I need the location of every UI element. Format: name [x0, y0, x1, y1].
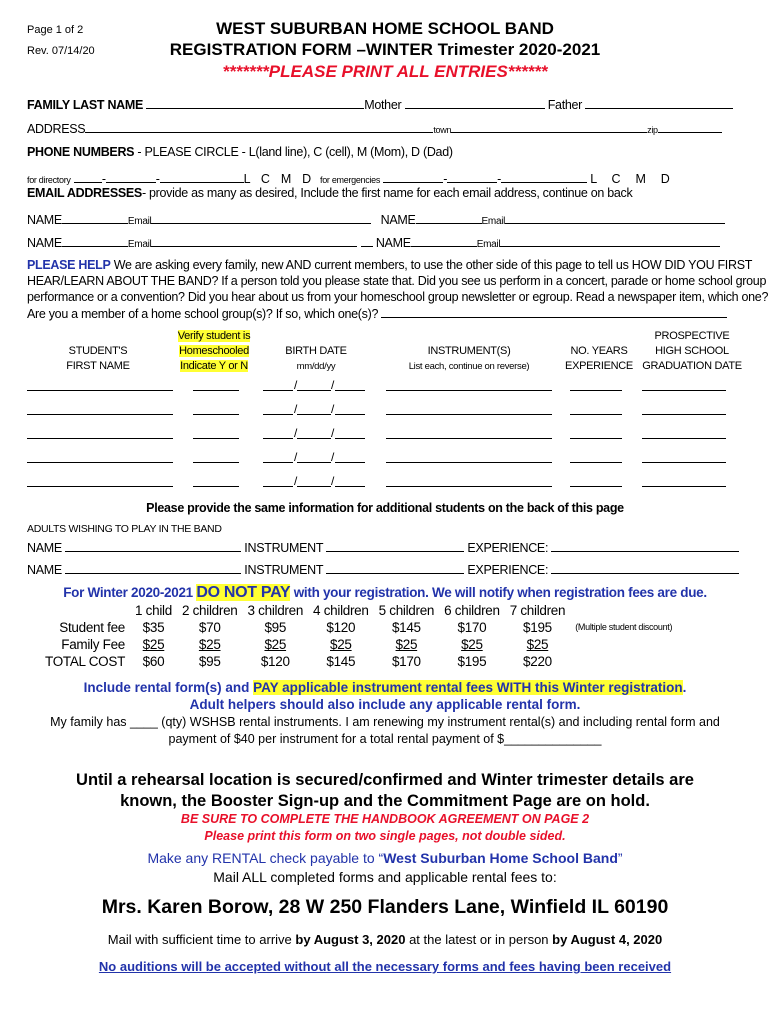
instrument-field[interactable] [386, 486, 552, 487]
homeschool-verify-header: Verify student is Homeschooled Indicate Y or N [177, 330, 251, 372]
email-separator-field[interactable] [361, 234, 373, 247]
mother-label: Mother [364, 98, 402, 112]
graduation-date-field[interactable] [642, 414, 726, 415]
zip-label: zip [647, 125, 658, 135]
birth-day-field[interactable] [297, 414, 331, 415]
emergency-number-field[interactable] [501, 170, 587, 183]
children-count-header: 1 child [135, 603, 172, 618]
birth-date-separator: / [331, 426, 335, 440]
children-count-header: 3 children [247, 603, 304, 618]
total-cost-value: $120 [260, 654, 290, 669]
birth-year-field[interactable] [335, 438, 365, 439]
please-help-line-2: HEAR/LEARN ABOUT THE BAND? If a person told you please state that. Did you see us perform in a concert, parade or home school group [27, 274, 767, 288]
rental-line-3: My family has ____ (qty) WSHSB rental instruments. I am renewing my instrument rental(s) and including rental form and [50, 715, 720, 729]
birth-month-field[interactable] [263, 462, 293, 463]
email-address-label: Email [127, 239, 152, 250]
student-fee-value: $95 [264, 620, 287, 635]
fee-table [40, 602, 677, 670]
years-experience-field[interactable] [570, 414, 622, 415]
rental-payment-line[interactable]: payment of $40 per instrument for a total rental payment of $______________ [168, 732, 602, 746]
family-fee-value: $25 [142, 637, 165, 652]
adult-experience-field[interactable] [551, 539, 739, 552]
email-instructions: - provide as many as desired, Include the first name for each email address, continue on back [141, 186, 633, 200]
please-help-line-4: Are you a member of a home school group(s)? If so, which one(s)? [27, 307, 379, 321]
mother-field[interactable] [405, 96, 545, 109]
directory-type-codes[interactable]: L C M D [243, 172, 311, 186]
instrument-field[interactable] [386, 414, 552, 415]
revision-date: Rev. 07/14/20 [27, 45, 95, 57]
birth-month-field[interactable] [263, 438, 293, 439]
total-cost-value: $220 [523, 654, 552, 669]
instrument-header: INSTRUMENT(S) List each, continue on reverse) [408, 345, 530, 372]
email-name-label: NAME [380, 213, 416, 227]
total-cost-value: $95 [198, 654, 221, 669]
birth-date-separator: / [294, 474, 298, 488]
student-first-name-field[interactable] [27, 438, 173, 439]
town-label: town [433, 125, 452, 135]
family-last-name-label: FAMILY LAST NAME [27, 98, 144, 112]
print-all-entries-note: *******PLEASE PRINT ALL ENTRIES****** [222, 62, 548, 81]
please-help-label: PLEASE HELP [27, 258, 111, 272]
graduation-date-field[interactable] [642, 438, 726, 439]
father-field[interactable] [585, 96, 733, 109]
birth-month-field[interactable] [263, 390, 293, 391]
please-help-line-3: performance or a convention? Did you hear about us from your homeschool group newsletter or egroup. Read a newspaper item, which one? [27, 290, 769, 304]
homeschooled-yn-field[interactable] [193, 486, 239, 487]
adult-experience-label: EXPERIENCE: [467, 541, 549, 555]
student-fee-value: $70 [198, 620, 221, 635]
graduation-date-field[interactable] [642, 390, 726, 391]
adult-row-2 [27, 561, 739, 577]
mail-deadline-line: Mail with sufficient time to arrive by August 3, 2020 at the latest or in person by August 4, 2020 [107, 932, 663, 947]
email-name-label: NAME [27, 213, 62, 227]
family-fee-value: $25 [330, 637, 352, 652]
family-line [27, 96, 733, 112]
check-payable-line: Make any RENTAL check payable to “West Suburban Home School Band” [147, 850, 623, 866]
total-cost-value: $60 [142, 654, 165, 669]
form-title: WEST SUBURBAN HOME SCHOOL BAND [216, 19, 554, 38]
email-address-field[interactable] [505, 211, 725, 224]
years-experience-field[interactable] [570, 390, 622, 391]
rental-line-2: Adult helpers should also include any applicable rental form. [189, 697, 581, 712]
please-help-line-1: We are asking every family, new AND current members, to use the other side of this page to tell us HOW DID YOU FIRST [110, 258, 753, 272]
birth-date-header: BIRTH DATE mm/dd/yy [285, 345, 347, 372]
birth-date-separator: / [331, 450, 335, 464]
total-cost-value: $170 [391, 654, 421, 669]
birth-day-field[interactable] [297, 486, 331, 487]
town-field[interactable] [451, 120, 647, 133]
adult-name-label: NAME [27, 541, 62, 555]
years-experience-field[interactable] [570, 462, 622, 463]
birth-month-field[interactable] [263, 486, 293, 487]
birth-day-field[interactable] [297, 438, 331, 439]
email-address-label: Email [481, 216, 506, 227]
student-first-name-field[interactable] [27, 414, 173, 415]
birth-day-field[interactable] [297, 390, 331, 391]
please-help-paragraph [27, 257, 768, 322]
emergency-prefix-field[interactable] [447, 170, 497, 183]
no-auditions-notice: No auditions will be accepted without all the necessary forms and fees having been received [98, 959, 672, 974]
family-fee-label: Family Fee [61, 637, 126, 652]
homeschooled-yn-field[interactable] [193, 390, 239, 391]
student-fee-value: $120 [326, 620, 356, 635]
phone-numbers-label: PHONE NUMBERS [27, 145, 135, 159]
student-first-name-field[interactable] [27, 390, 173, 391]
family-fee-value: $25 [395, 637, 418, 652]
children-count-header: 6 children [444, 603, 500, 618]
years-experience-header: NO. YEARS EXPERIENCE [565, 345, 633, 372]
adults-title: ADULTS WISHING TO PLAY IN THE BAND [27, 523, 222, 535]
total-cost-label: TOTAL COST [45, 654, 126, 669]
email-name-field[interactable] [62, 234, 128, 247]
adult-name-label: NAME [27, 563, 62, 577]
emergency-area-field[interactable] [383, 170, 443, 183]
adult-experience-label: EXPERIENCE: [467, 563, 549, 577]
email-name-label: NAME [375, 236, 411, 250]
adult-instrument-field[interactable] [326, 561, 464, 574]
student-fee-value: $170 [457, 620, 487, 635]
family-fee-value: $25 [264, 637, 287, 652]
directory-label: for directory [27, 175, 71, 185]
email-address-label: Email [127, 216, 152, 227]
homeschooled-yn-field[interactable] [193, 462, 239, 463]
family-fee-value: $25 [461, 637, 483, 652]
birth-date-separator: / [331, 402, 335, 416]
instrument-field[interactable] [386, 462, 552, 463]
email-row-1 [27, 211, 725, 227]
total-cost-value: $195 [457, 654, 487, 669]
multiple-student-discount-note: (Multiple student discount) [575, 622, 673, 632]
do-not-pay-label: DO NOT PAY [196, 584, 291, 601]
birth-month-field[interactable] [263, 414, 293, 415]
birth-date-separator: / [294, 450, 298, 464]
family-last-name-field[interactable] [146, 96, 364, 109]
phone-line: for directory - - L C M D for emergencies - - L C M D [27, 172, 670, 186]
years-experience-field[interactable] [570, 438, 622, 439]
form-subtitle: REGISTRATION FORM –WINTER Trimester 2020-2021 [169, 40, 601, 59]
email-address-field[interactable] [500, 234, 720, 247]
adult-row-1 [27, 539, 739, 555]
email-heading [27, 186, 632, 200]
email-address-label: Email [476, 239, 501, 250]
total-cost-value: $145 [326, 654, 356, 669]
emergency-type-codes[interactable]: L C M D [590, 172, 670, 186]
rental-line-1: Include rental form(s) and PAY applicable instrument rental fees WITH this Winter registration. [83, 680, 687, 695]
directory-prefix-field[interactable] [106, 170, 156, 183]
email-address-field[interactable] [151, 234, 357, 247]
adult-name-field[interactable] [65, 539, 241, 552]
children-count-header: 4 children [313, 603, 369, 618]
homeschooled-yn-field[interactable] [193, 414, 239, 415]
adult-name-field[interactable] [65, 561, 241, 574]
additional-students-note: Please provide the same information for additional students on the back of this page [146, 501, 624, 515]
email-address-field[interactable] [151, 211, 371, 224]
family-fee-value: $25 [526, 637, 549, 652]
email-name-field[interactable] [411, 234, 477, 247]
phone-numbers-instructions: - PLEASE CIRCLE - L(land line), C (cell), M (Mom), D (Dad) [134, 145, 453, 159]
instrument-field[interactable] [386, 390, 552, 391]
mailing-address: Mrs. Karen Borow, 28 W 250 Flanders Lane, Winfield IL 60190 [101, 896, 669, 918]
email-name-field[interactable] [62, 211, 128, 224]
directory-area-field[interactable] [74, 170, 102, 183]
graduation-date-field[interactable] [642, 462, 726, 463]
student-fee-value: $145 [391, 620, 421, 635]
adult-instrument-field[interactable] [326, 539, 464, 552]
birth-year-field[interactable] [335, 390, 365, 391]
birth-year-field[interactable] [335, 486, 365, 487]
children-count-header: 2 children [181, 603, 238, 618]
fees-heading: For Winter 2020-2021 DO NOT PAY with your registration. We will notify when registration fees are due. [63, 584, 707, 601]
graduation-date-field[interactable] [642, 486, 726, 487]
birth-year-field[interactable] [335, 462, 365, 463]
birth-date-separator: / [294, 426, 298, 440]
phone-numbers-heading [27, 145, 453, 159]
instrument-field[interactable] [386, 438, 552, 439]
page-number: Page 1 of 2 [27, 24, 84, 36]
graduation-date-header: PROSPECTIVE HIGH SCHOOL GRADUATION DATE [642, 330, 742, 372]
hold-notice-line-1: Until a rehearsal location is secured/confirmed and Winter trimester details are [76, 771, 694, 789]
mail-all-line: Mail ALL completed forms and applicable rental fees to: [213, 869, 557, 885]
email-label: EMAIL ADDRESSES [27, 186, 142, 200]
zip-field[interactable] [658, 120, 722, 133]
birth-date-separator: / [331, 378, 335, 392]
email-row-2 [27, 234, 720, 250]
father-label: Father [547, 98, 583, 112]
birth-year-field[interactable] [335, 414, 365, 415]
adult-instrument-label: INSTRUMENT [244, 541, 324, 555]
birth-date-separator: / [294, 378, 298, 392]
family-fee-value: $25 [198, 637, 221, 652]
children-count-header: 7 children [509, 603, 566, 618]
address-line [27, 120, 722, 136]
student-first-name-field[interactable] [27, 486, 173, 487]
handbook-agreement-note: BE SURE TO COMPLETE THE HANDBOOK AGREEMENT ON PAGE 2 [180, 812, 590, 826]
student-first-name-header: STUDENT'S FIRST NAME [66, 345, 130, 372]
address-label: ADDRESS [27, 122, 86, 136]
address-field[interactable] [85, 120, 433, 133]
directory-number-field[interactable] [160, 170, 244, 183]
adult-instrument-label: INSTRUMENT [244, 563, 324, 577]
student-fee-value: $35 [142, 620, 165, 635]
children-count-header: 5 children [378, 603, 435, 618]
homeschooled-yn-field[interactable] [193, 438, 239, 439]
emergencies-label: for emergencies [320, 175, 381, 185]
email-name-label: NAME [27, 236, 62, 250]
years-experience-field[interactable] [570, 486, 622, 487]
student-first-name-field[interactable] [27, 462, 173, 463]
birth-date-separator: / [294, 402, 298, 416]
student-fee-value: $195 [523, 620, 552, 635]
birth-date-separator: / [331, 474, 335, 488]
hold-notice-line-2: known, the Booster Sign-up and the Commitment Page are on hold. [120, 792, 650, 810]
single-page-print-note: Please print this form on two single pages, not double sided. [204, 829, 566, 843]
student-fee-label: Student fee [59, 620, 126, 635]
birth-day-field[interactable] [297, 462, 331, 463]
homeschool-group-field[interactable] [381, 305, 727, 318]
email-name-field[interactable] [416, 211, 482, 224]
adult-experience-field[interactable] [551, 561, 739, 574]
